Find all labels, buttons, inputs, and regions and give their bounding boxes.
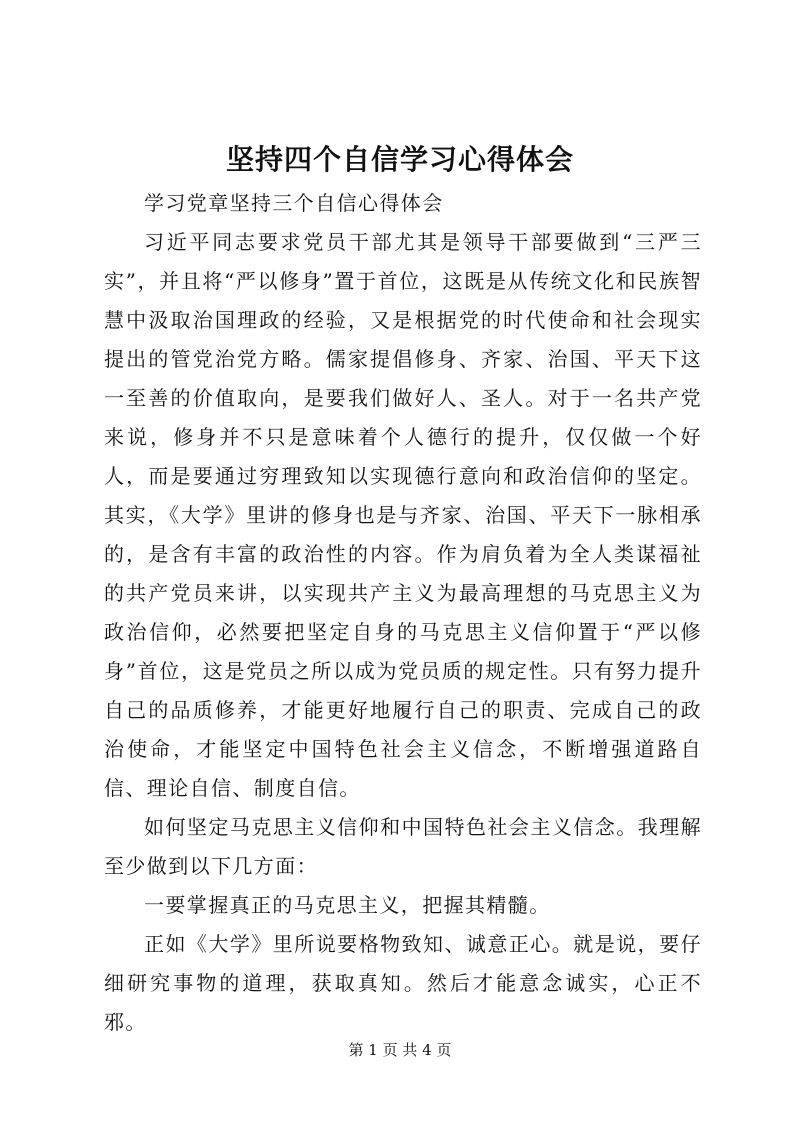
document-title: 坚持四个自信学习心得体会 bbox=[225, 143, 574, 176]
paragraph: 正如《大学》里所说要格物致知、诚意正心。就是说，要仔细研究事物的道理，获取真知。然后才能意念诚实，心正不邪。 bbox=[104, 932, 702, 1034]
page-number-footer: 第 1 页 共 4 页 bbox=[348, 1041, 452, 1059]
paragraph-subtitle: 学习党章坚持三个自信心得体会 bbox=[144, 191, 444, 215]
document-body bbox=[104, 184, 702, 1042]
paragraph: 一要掌握真正的马克思主义，把握其精髓。 bbox=[144, 893, 551, 917]
paragraph: 如何坚定马克思主义信仰和中国特色社会主义信念。我理解至少做到以下几方面： bbox=[104, 815, 702, 878]
paragraph: 习近平同志要求党员干部尤其是领导干部要做到“三严三实”，并且将“严以修身”置于首位，这既是从传统文化和民族智慧中汲取治国理政的经验，又是根据党的时代使命和社会现实提出的管党治党方略。儒家提倡修身、齐家、治国、平天下这一至善的价值取向，是要我们做好人、圣人。对于一名共产党来说，修身并不只是意味着个人德行的提升，仅仅做一个好人，而是要通过穷理致知以实现德行意向和政治信仰的坚定。其实，《大学》里讲的修身也是与齐家、治国、平天下一脉相承的，是含有丰富的政治性的内容。作为肩负着为全人类谋福祉的共产党员来讲，以实现共产主义为最高理想的马克思主义为政治信仰，必然要把坚定自身的马克思主义信仰置于“严以修身”首位，这是党员之所以成为党员质的规定性。只有努力提升自己的品质修养，才能更好地履行自己的职责、完成自己的政治使命，才能坚定中国特色社会主义信念，不断增强道路自信、理论自信、制度自信。 bbox=[104, 230, 702, 800]
